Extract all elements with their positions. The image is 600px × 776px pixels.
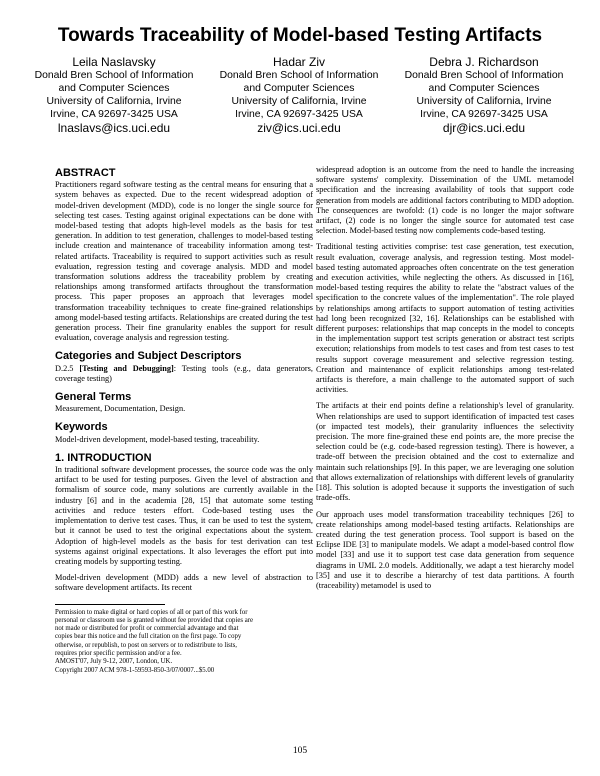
footnote-line: personal or classroom use is granted without fee provided that copies are [55,616,253,624]
author-address: Irvine, CA 92697-3425 USA [420,109,548,120]
right-column [316,165,574,597]
abstract-heading: ABSTRACT [55,167,116,179]
footnote-line: not made or distributed for profit or commercial advantage and that [55,625,239,633]
footnote-line: AMOST'07, July 9-12, 2007, London, UK. [55,658,173,666]
page-number: 105 [292,746,308,756]
author-block [384,55,584,135]
body-paragraph: Traditional testing activities comprise: test case generation, test execution, result evaluation, coverage analysis, and regression testing. Most model-based testing automated approaches often concentrate on the test generation and execution activities, while neglecting the others. As discussed in [16], model-based testing requires the ability to relate the "abstract values of the specification to the concrete values of the implementation". The role played by relationships among artifacts to support automation of testing activities had long been recognized [32, 16]. Relationships can be established with different purposes: relationships that map concepts in the model to concepts in the implementation support test scripts generation or abstract test scripts execution; relationships from models to test cases and from test cases to test results support coverage measurement and selective regression testing. Creation and maintenance of explicit relationships among test-related artifacts is therefore, a main challenge to the automated support of such activities. [316,242,574,395]
footnote-line: otherwise, or republish, to post on servers or to redistribute to lists, [55,641,237,649]
footnote-line: Permission to make digital or hard copies of all or part of this work for [55,608,248,616]
abstract-text: Practitioners regard software testing as the central means for ensuring that a system behaves as expected. Due to the recent widespread adoption of model-driven development (MDD), code is no longer the single source for selecting test cases. Testing against original expectations can be done with model-based testing that adopts high-level models as the basis for test generation. In addition to test generation, challenges to model-based testing include creation and maintenance of traceability information among test-related artifacts. Traceability is required to support activities such as result evaluation, regression testing and coverage analysis. MDD and model transformation solutions address the traceability problem by creating relationships among transformed artifacts throughout the transformation process. This paper proposes an approach that leverages model transformation traceability techniques to create fine-grained relationships among model-based testing artifacts. Relationships are created during the test generation process. Their fine granularity enables the support for result evaluation, coverage analysis and regression testing. [55,180,313,343]
author-affiliation: and Computer Sciences [58,83,170,94]
author-block [199,55,399,135]
footnote-divider [55,604,165,605]
paper-title: Towards Traceability of Model-based Testing Artifacts [57,25,543,46]
introduction-paragraph: Model-driven development (MDD) adds a new level of abstraction to software development artifacts. Its recent [55,573,313,593]
footnote-line: copies bear this notice and the full citation on the first page. To copy [55,633,242,641]
author-affiliation: and Computer Sciences [428,83,540,94]
author-affiliation: Donald Bren School of Information [34,70,194,81]
introduction-heading: 1. INTRODUCTION [55,451,152,464]
author-university: University of California, Irvine [46,96,182,107]
author-block [14,55,214,135]
general-terms-heading: General Terms [55,391,132,404]
author-affiliation: and Computer Sciences [243,83,355,94]
footnote-line: Copyright 2007 ACM 978-1-59593-850-3/07/0007...$5.00 [55,666,215,674]
keywords-text: Model-driven development, model-based testing, traceability. [55,434,260,444]
general-terms-text: Measurement, Documentation, Design. [55,404,186,414]
author-address: Irvine, CA 92697-3425 USA [235,109,363,120]
author-email: lnaslavs@ics.uci.edu [57,121,171,135]
body-paragraph: Our approach uses model transformation traceability techniques [26] to create relationships among model-based testing artifacts. Relationships are created during the test generation process. Tool support is based on the Eclipse IDE [3] to manipulate models. We adapt a model-based control flow model [33] and use it to support test case data generation from sequence diagrams in UML 2.0 models. Additionally, we adapt a test hierarchy model [35] and use it to describe a hierarchy of test data partitions. A fourth (traceability) metamodel is used to [316,509,574,590]
category-rest: : Testing tools (e.g., data generators, coverage testing) [55,363,313,383]
author-university: University of California, Irvine [231,96,367,107]
body-paragraph: The artifacts at their end points define a relationship's level of granularity. When relationships are used to support identification of impacted test cases (or impacted test models), their granularity influences the selectivity precision. The more fine-grained these end points are, the more precise the selection could be (e.g. code-based regression testing). There is however, a trade-off between the precision obtained and the cost to externalize and maintain such relationships [9]. In this paper, we are leveraging one solution that allows externalization of relationships with different levels of granularity [18]. This solution is adopted because it supports the investigation of such trade-offs. [316,401,574,503]
body-paragraph: widespread adoption is an outcome from the need to handle the increasing software systems' complexity. Dissemination of the UML metamodel specification and the increasing availability of tools that support code generation from models are additional factors contributing to MDD adoption. The consequences are twofold: (1) code is no longer the major software artifact, (2) code is no longer the single source for automated test case selection. Model-based testing now complements code-based testing. [316,165,574,236]
category-bold: [Testing and Debugging] [79,363,174,373]
author-email: ziv@ics.uci.edu [257,121,341,135]
copyright-footnote [55,609,313,675]
category-code: D.2.5 [55,363,74,373]
categories-heading: Categories and Subject Descriptors [55,350,242,363]
footnote-line: requires prior specific permission and/or a fee. [55,650,182,657]
introduction-paragraph: In traditional software development processes, the source code was the only artifact to be used for testing purposes. Given the level of abstraction and formalism of source code, many solutions are currently available in the industry [6] and in the academia [28, 15] that automate some testing activities and reduce testers effort. Code-based testing uses the implementation to derive test cases. Thus, it can be used to test the system, but it cannot be used to test the original expectations about the system. Adoption of high-level models as the basis for test derivation can test systems against original expectations. It also leverages the effort put into creating models by supporting testing. [55,465,313,566]
author-email: djr@ics.uci.edu [442,121,526,135]
author-address: Irvine, CA 92697-3425 USA [50,109,178,120]
left-column [55,168,313,675]
author-university: University of California, Irvine [416,96,552,107]
keywords-heading: Keywords [55,421,108,434]
author-name: Leila Naslavsky [72,55,156,69]
author-name: Debra J. Richardson [429,55,539,69]
author-name: Hadar Ziv [272,55,325,69]
categories-text [55,364,313,384]
author-affiliation: Donald Bren School of Information [404,70,564,81]
author-affiliation: Donald Bren School of Information [219,70,379,81]
